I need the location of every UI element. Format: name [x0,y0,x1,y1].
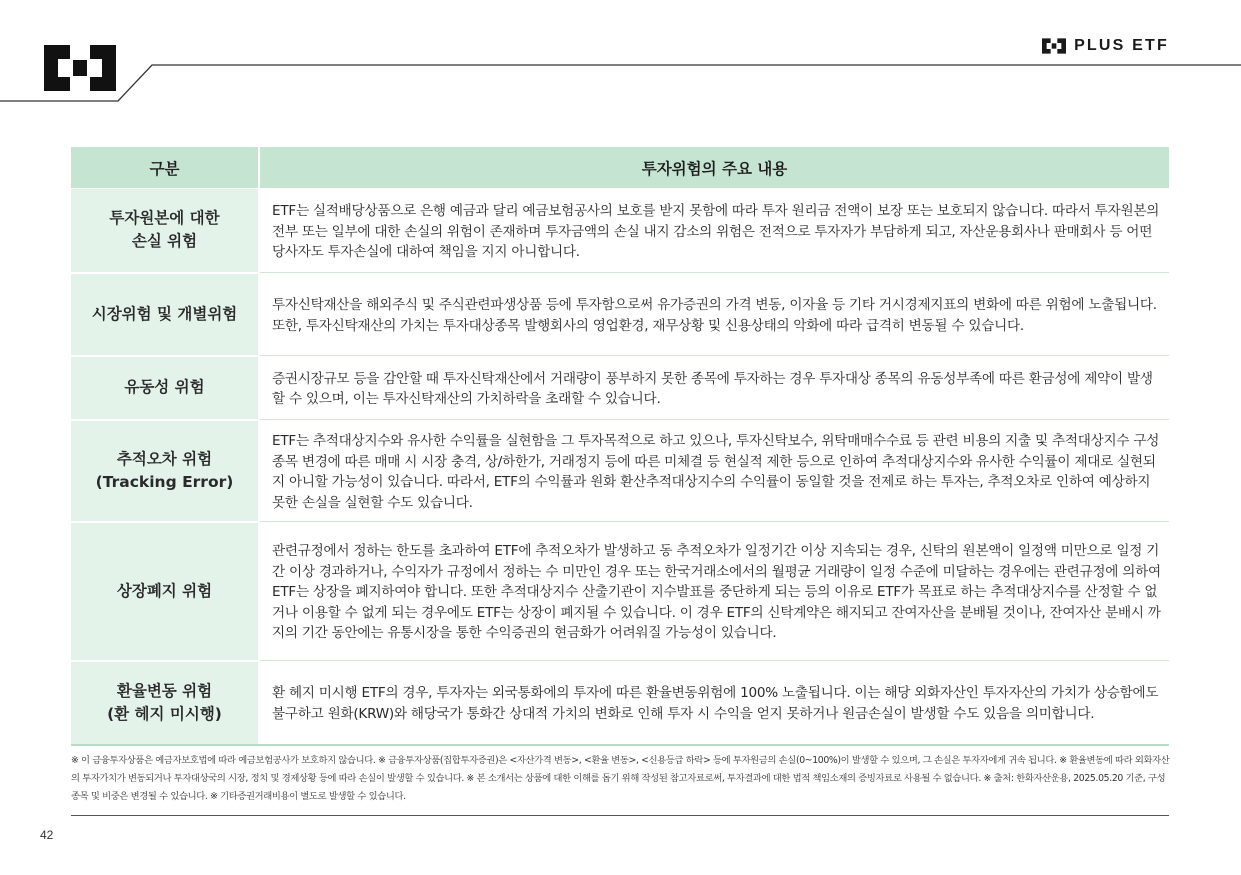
table-row [71,522,1169,661]
row-category [71,522,259,661]
plus-brand-icon [1042,38,1066,54]
row-category [71,661,259,745]
row-category [71,356,259,420]
row-description: 증권시장규모 등을 감안할 때 투자신탁재산에서 거래량이 풍부하지 못한 종목에 투자하는 경우 투자대상 종목의 유동성부족에 따른 환금성에 제약이 발생할 수 있으며, 이는 투자신탁재산의 가치하락을 초래할 수 있습니다. [259,356,1169,420]
brand-logo [1042,37,1169,55]
category-line: 투자원본에 대한 [109,209,220,228]
row-category [71,273,259,356]
table-header-row [71,147,1169,189]
row-description: ETF는 추적대상지수와 유사한 수익률을 실현함을 그 투자목적으로 하고 있으나, 투자신탁보수, 위탁매매수수료 등 관련 비용의 지출 및 추적대상지수 구성종목 변경에 따른 매매 시 시장 충격, 상/하한가, 거래정지 등에 따른 미체결 등 현실적 제한 등으로 인하여 추적대상지수와 유사한 수익률이 제대로 실현되지 아니할 가능성이 있습니다. 따라서, ETF의 수익률과 원화 환산추적대상지수의 수익률이 동일할 것을 전제로 하는 투자는, 추적오차로 인하여 예상하지 못한 손실을 실현할 수도 있습니다. [259,420,1169,522]
page-number: 42 [40,828,54,842]
disclaimer-footnote: ※ 이 금융투자상품은 예금자보호법에 따라 예금보험공사가 보호하지 않습니다. ※ 금융투자상품(집합투자증권)은 <자산가격 변동>, <환율 변동>, <신용등급 하락> 등에 투자원금의 손실(0~100%)이 발생할 수 있으며, 그 손실은 투자자에게 귀속 됩니다. ※ 환율변동에 따라 외화자산의 투자가치가 변동되거나 투자대상국의 시장, 정치 및 경제상황 등에 따라 손실이 발생할 수 있습니다. ※ 본 소개서는 상품에 대한 이해를 돕기 위해 작성된 참고자료로써, 투자결과에 대한 법적 책임소재의 증빙자료로 사용될 수 없습니다. ※ 출처: 한화자산운용, 2025.05.20 기준, 구성종목 및 비중은 변경될 수 있습니다. ※ 기타증권거래비용이 별도로 발생할 수 있습니다. [71,755,1170,802]
category-line: 상장폐지 위험 [116,581,213,600]
table-row [71,356,1169,420]
table-row [71,420,1169,522]
table-row [71,661,1169,745]
row-description: 관련규정에서 정하는 한도를 초과하여 ETF에 추적오차가 발생하고 동 추적오차가 일정기간 이상 지속되는 경우, 신탁의 원본액이 일정액 미만으로 일정 기간 이상 경과하거나, 수익자가 규정에서 정하는 수 미만인 경우 또는 한국거래소에서의 월평균 거래량이 일정 수준에 미달하는 경우에는 관련규정에 의하여 ETF는 상장을 폐지하여야 합니다. 또한 추적대상지수 산출기관이 지수발표를 중단하게 되는 등의 이유로 ETF가 목표로 하는 추적대상지수를 산정할 수 없거나 이용할 수 없게 되는 경우에도 ETF는 상장이 폐지될 수 있습니다. 이 경우 ETF의 신탁계약은 해지되고 잔여자산을 분배될 것이나, 잔여자산 분배시 까지의 기간 동안에는 유통시장을 통한 수익증권의 현금화가 어려워질 가능성이 있습니다. [259,522,1169,661]
footer-divider [71,815,1169,816]
header-risk-content: 투자위험의 주요 내용 [259,147,1169,189]
category-line: 유동성 위험 [124,378,205,396]
row-description: 환 헤지 미시행 ETF의 경우, 투자자는 외국통화에의 투자에 따른 환율변동위험에 100% 노출됩니다. 이는 해당 외화자산인 투자자산의 가치가 상승함에도 불구하고 원화(KRW)와 해당국가 통화간 상대적 가치의 변화로 인해 투자 시 수익을 얻지 못하거나 원금손실이 발생할 수도 있음을 의미합니다. [259,661,1169,745]
investment-risk-table [71,147,1169,746]
table-row [71,189,1169,273]
category-line: (환 헤지 미시행) [107,704,222,723]
row-category [71,189,259,273]
category-line: 시장위험 및 개별위험 [91,304,238,323]
row-category [71,420,259,522]
row-description: 투자신탁재산을 해외주식 및 주식관련파생상품 등에 투자함으로써 유가증권의 가격 변동, 이자율 등 기타 거시경제지표의 변화에 따른 위험에 노출됩니다. 또한, 투자신탁재산의 가치는 투자대상종목 발행회사의 영업환경, 재무상황 및 신용상태의 악화에 따라 급격히 변동될 수 있습니다. [259,273,1169,356]
brand-name: PLUS ETF [1074,37,1169,54]
header-divider-line [0,60,1241,106]
row-description: ETF는 실적배당상품으로 은행 예금과 달리 예금보험공사의 보호를 받지 못함에 따라 투자 원리금 전액이 보장 또는 보호되지 않습니다. 따라서 투자원본의 전부 또는 일부에 대한 손실의 위험이 존재하며 투자금액의 손실 내지 감소의 위험은 전적으로 투자자가 부담하게 되고, 자산운용회사나 판매회사 등 어떤 당사자도 투자손실에 대하여 책임을 지지 아니합니다. [259,189,1169,273]
category-line: 손실 위험 [131,232,198,251]
category-line: (Tracking Error) [95,472,234,491]
header-category: 구분 [71,147,259,189]
category-line: 추적오차 위험 [116,449,213,468]
category-line: 환율변동 위험 [116,681,213,700]
table-row [71,273,1169,356]
